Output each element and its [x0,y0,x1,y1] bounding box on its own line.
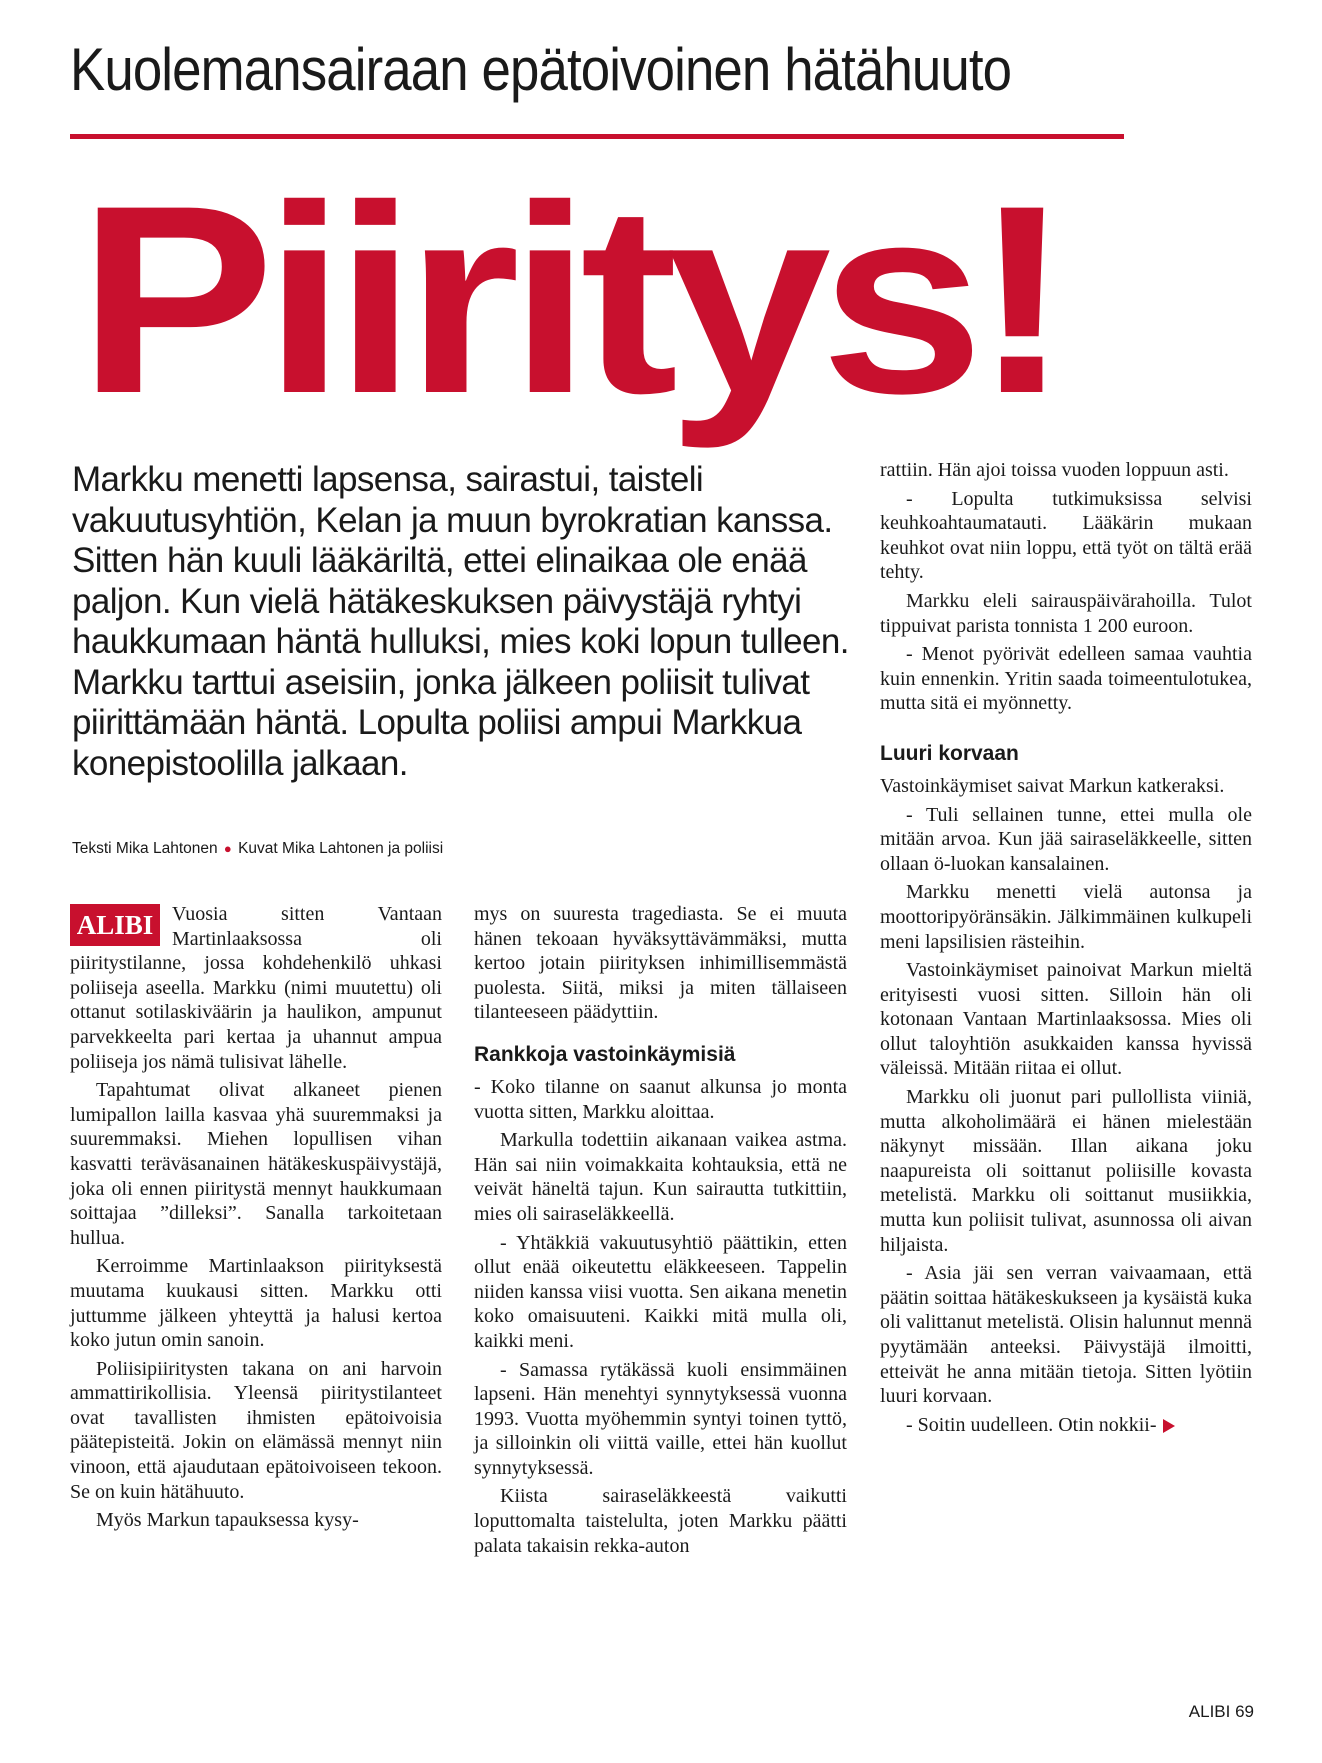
body-paragraph: Poliisipiiritysten takana on ani harvoin ammattirikollisia. Yleensä piiritystilanteet ovat tavallisten ihmisten epätoivoisia päätepisteitä. Jokin on elämässä mennyt niin vinoon, että ajaudutaan epätoivoiseen tekoon. Se on kuin hätähuuto. [70,1357,442,1503]
column-2 [474,902,847,1562]
body-paragraph: mys on suuresta tragediasta. Se ei muuta hänen tekoaan hyväksyttävämmäksi, mutta kertoo jotain piirityksen inhimillisemmästä puolesta. Siitä, miksi ja miten tällaiseen tilanteeseen päädyttiin. [474,903,847,1024]
kicker-title: Kuolemansairaan epätoivoinen hätähuuto [70,36,1012,103]
arrow-right-icon [1163,1419,1175,1433]
body-paragraph: Vastoinkäymiset painoivat Markun mieltä erityisesti vuosi sitten. Silloin hän oli kotonaan Vantaan Martinlaaksossa. Mies oli ollut taloyhtiön asukkaiden kanssa hyvissä väleissä. Mitään riitaa ei ollut. [880,959,1252,1080]
body-paragraph: Kerroimme Martinlaakson piirityksestä muutama kuukausi sitten. Markku otti juttumme jälkeen yhteyttä ja halusi kertoa koko jutun omin sanoin. [70,1255,442,1352]
body-paragraph: - Asia jäi sen verran vaivaamaan, että päätin soittaa hätäkeskukseen ja kysäistä kuka oli valittanut metelistä. Olisin halunnut mennä pyytämään anteeksi. Päivystäjä ilmoitti, etteivät he anna mitään tietoja. Sitten lyötiin luuri korvaan. [880,1262,1252,1408]
body-paragraph: - Menot pyörivät edelleen samaa vauhtia kuin ennenkin. Yritin saada toimeentulotukea, mutta sitä ei myönnetty. [880,643,1252,715]
alibi-logo: ALIBI [70,904,160,946]
body-paragraph: - Samassa rytäkässä kuoli ensimmäinen lapseni. Hän menehtyi synnytyksessä vuonna 1993. Vuotta myöhemmin syntyi toinen tyttö, ja silloinkin oli viittä vaille, ettei hän kuollut synnytyksessä. [474,1358,847,1479]
body-paragraph: ALIBI Vuosia sitten Vantaan Martinlaaksossa oli piiritystilanne, jossa kohdehenkilö uhkasi poliiseja aseella. Markku (nimi muutettu) oli ottanut sotilaskiväärin ja haulikon, ampunut parvekkeelta pari kertaa ja uhannut ampua poliiseja jos nämä tulisivat lähelle. [70,903,442,1073]
photo-credit: Kuvat Mika Lahtonen ja poliisi [238,840,444,857]
subheading: Luuri korvaan [880,741,1019,765]
body-paragraph: - Koko tilanne on saanut alkunsa jo monta vuotta sitten, Markku aloittaa. [474,1075,847,1123]
page-folio: ALIBI 69 [1188,1702,1254,1721]
lead-paragraph: Markku menetti lapsensa, sairastui, taisteli vakuutusyhtiön, Kelan ja muun byrokratian kanssa. Sitten hän kuuli lääkäriltä, ettei elinaikaa ole enää paljon. Kun vielä hätäkeskuksen päivystäjä ryhtyi haukkumaan häntä hulluksi, mies koki lopun tulleen. Markku tarttui aseisiin, jonka jälkeen poliisit tulivat piirittämään häntä. Lopulta poliisi ampui Markkua konepistoolilla jalkaan. [72,460,849,783]
body-paragraph: rattiin. Hän ajoi toissa vuoden loppuun asti. [880,459,1229,481]
body-paragraph: Tapahtumat olivat alkaneet pienen lumipallon lailla kasvaa yhä suuremmaksi ja suuremmaksi. Miehen lopullisen vihan kasvatti teräväsanainen hätäkeskuspäivystäjä, joka oli ennen piiritystä mennyt haukkumaan soittajaa ”dilleksi”. Sanalla tarkoitetaan hullua. [70,1079,442,1249]
text-credit: Teksti Mika Lahtonen [72,840,218,857]
credits [72,840,672,858]
subheading: Rankkoja vastoinkäymisiä [474,1042,736,1066]
body-paragraph: - Soitin uudelleen. Otin nokkii- [880,1413,1252,1438]
body-paragraph: Markku menetti vielä autonsa ja moottoripyöränsäkin. Jälkimmäinen kulkupeli meni lapsilisien rästeihin. [880,881,1252,953]
column-1 [70,902,442,1537]
body-paragraph: - Tuli sellainen tunne, ettei mulla ole mitään arvoa. Kun jää sairaseläkkeelle, sitten ollaan ö-luokan kansalainen. [880,803,1252,875]
body-paragraph: - Yhtäkkiä vakuutusyhtiö päättikin, etten ollut enää oikeutettu eläkkeeseen. Tappelin niiden kanssa viisi vuotta. Sen aikana menetin koko omaisuuteni. Kaikki mitä mulla oli, kaikki meni. [474,1231,847,1352]
body-paragraph: Myös Markun tapauksessa kysy- [96,1509,359,1532]
body-paragraph: - Lopulta tutkimuksissa selvisi keuhkoahtaumatauti. Lääkärin mukaan keuhkot ovat niin loppu, että työt on tältä erää tehty. [880,487,1252,584]
kicker-rule [70,134,1124,139]
body-paragraph: Markulla todettiin aikanaan vaikea astma. Hän sai niin voimakkaita kohtauksia, että ne veivät häneltä tajun. Kun sairautta tutkittiin, mies oli sairaseläkkeellä. [474,1129,847,1225]
body-paragraph: Markku eleli sairauspäivärahoilla. Tulot tippuivat parista tonnista 1 200 euroon. [880,589,1252,637]
dot-icon: ● [223,841,232,856]
column-3 [880,458,1252,1441]
body-paragraph: Markku oli juonut pari pullollista viiniä, mutta alkoholimäärä ei hänen mielestään näkynyt missään. Illan aikana joku naapureista oli soittanut poliisille kovasta metelistä. Markku oli soittanut musiikkia, mutta kun poliisit tulivat, asunnossa oli aivan hiljaista. [880,1086,1252,1256]
body-paragraph: Vastoinkäymiset saivat Markun katkeraksi. [880,774,1225,797]
headline: Piiritys! [78,149,1061,449]
body-paragraph: Kiista sairaseläkkeestä vaikutti loputtomalta taistelulta, joten Markku päätti palata takaisin rekka-auton [474,1485,847,1557]
